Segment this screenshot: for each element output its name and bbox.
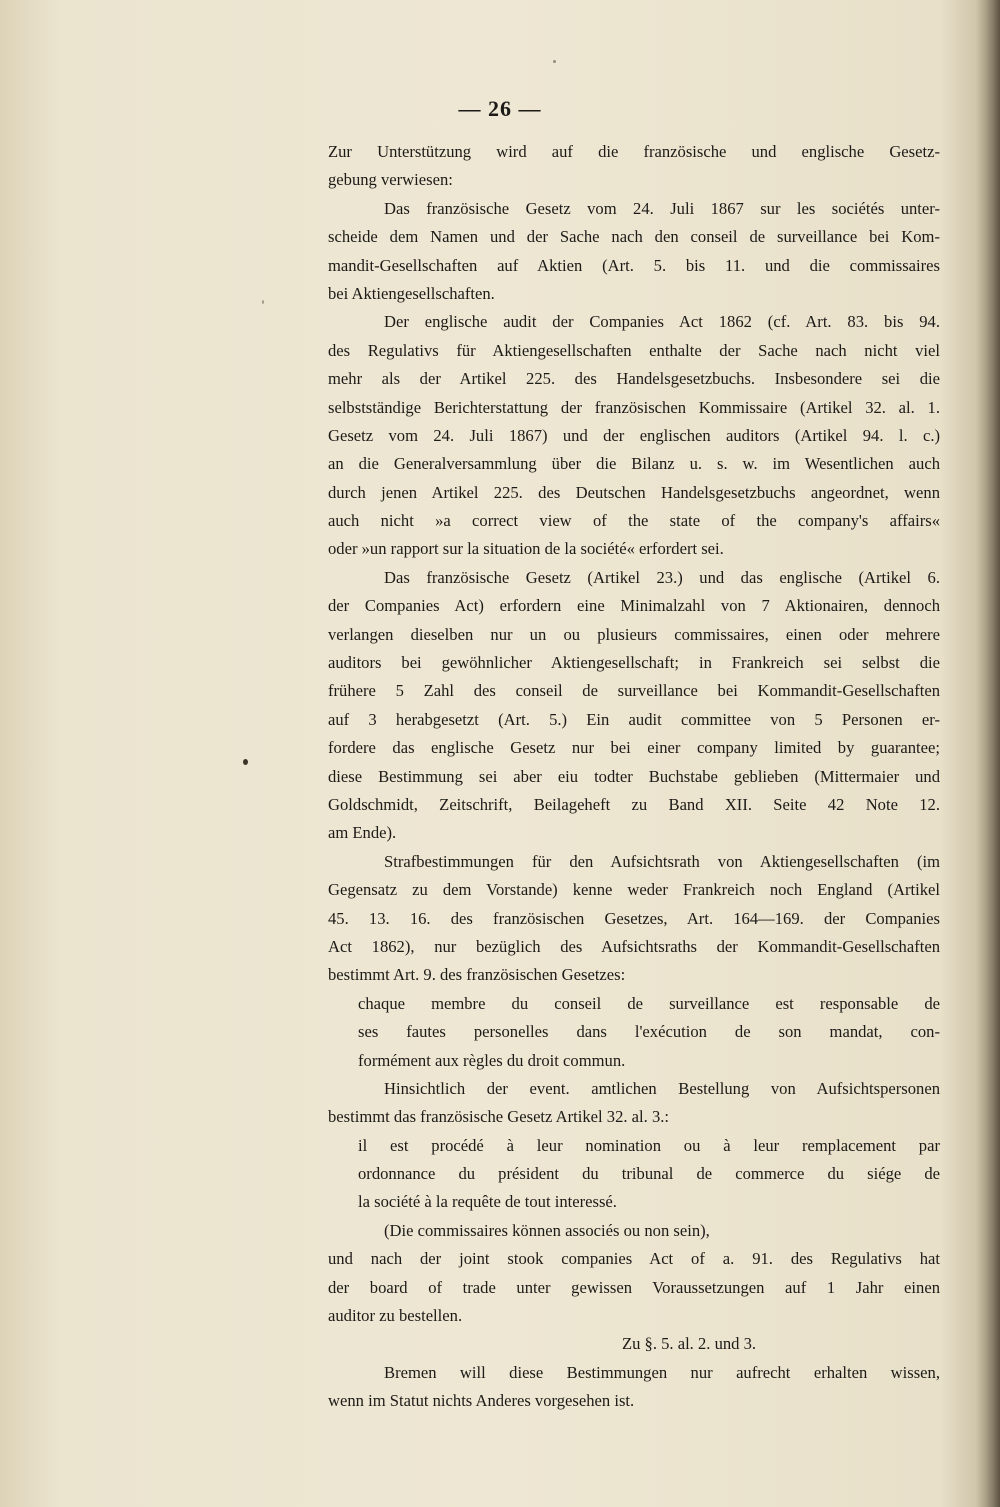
text-line: diese Bestimmung sei aber eiu todter Buchstabe geblieben (Mittermaier und: [328, 766, 940, 786]
text-line: chaque membre du conseil de surveillance est responsable de: [358, 993, 940, 1013]
ink-speck: [243, 759, 248, 765]
text-line: Goldschmidt, Zeitschrift, Beilageheft zu Band XII. Seite 42 Note 12.: [328, 794, 940, 814]
text-line: Der englische audit der Companies Act 1862 (cf. Art. 83. bis 94.: [384, 312, 940, 332]
text-line: ses fautes personelles dans l'exécution de son mandat, con-: [358, 1022, 940, 1042]
text-line: (Die commissaires können associés ou non sein),: [384, 1220, 710, 1240]
text-line: mandit-Gesellschaften auf Aktien (Art. 5. bis 11. und die commissaires: [328, 255, 940, 275]
text-line: gebung verwiesen:: [328, 170, 453, 190]
text-line: fordere das englische Gesetz nur bei einer company limited by guarantee;: [328, 738, 940, 758]
text-line: oder »un rapport sur la situation de la société« erfordert sei.: [328, 539, 724, 559]
text-line: 45. 13. 16. des französischen Gesetzes, Art. 164—169. der Companies: [328, 908, 940, 928]
text-line: la société à la requête de tout interessé.: [358, 1192, 617, 1212]
text-line: selbstständige Berichterstattung der französischen Kommissaire (Artikel 32. al. 1.: [328, 397, 940, 417]
text-line: Bremen will diese Bestimmungen nur aufrecht erhalten wissen,: [384, 1362, 940, 1382]
text-line: mehr als der Artikel 225. des Handelsgesetzbuchs. Insbesondere sei die: [328, 369, 940, 389]
text-line: Strafbestimmungen für den Aufsichtsrath von Aktiengesellschaften (im: [384, 851, 940, 871]
text-line: wenn im Statut nichts Anderes vorgesehen ist.: [328, 1391, 635, 1411]
text-line: bestimmt das französische Gesetz Artikel 32. al. 3.:: [328, 1107, 670, 1127]
text-line: Gegensatz zu dem Vorstande) kenne weder Frankreich noch England (Artikel: [328, 880, 940, 900]
ink-speck: [553, 60, 556, 63]
text-line: auf 3 herabgesetzt (Art. 5.) Ein audit committee von 5 Personen er-: [328, 709, 940, 729]
page-number: — 26 —: [458, 96, 542, 121]
text-line: Gesetz vom 24. Juli 1867) und der englischen auditors (Artikel 94. l. c.): [328, 425, 940, 445]
text-line: bestimmt Art. 9. des französischen Gesetzes:: [328, 965, 626, 985]
text-line: auditor zu bestellen.: [328, 1306, 463, 1326]
text-line: frühere 5 Zahl des conseil de surveillance bei Kommandit-Gesellschaften: [328, 681, 940, 701]
binding-shadow: [976, 0, 1000, 1507]
text-line: Das französische Gesetz (Artikel 23.) und das englische (Artikel 6.: [384, 567, 940, 587]
text-line: bei Aktiengesellschaften.: [328, 283, 495, 303]
body-text: [328, 138, 940, 1416]
text-line: auch nicht »a correct view of the state of the company's affairs«: [328, 511, 940, 531]
text-line: Das französische Gesetz vom 24. Juli 1867 sur les sociétés unter-: [384, 198, 940, 218]
text-line: scheide dem Namen und der Sache nach den conseil de surveillance bei Kom-: [328, 227, 940, 247]
text-line: auditors bei gewöhnlicher Aktiengesellschaft; in Frankreich sei selbst die: [328, 653, 940, 673]
text-line: durch jenen Artikel 225. des Deutschen Handelsgesetzbuchs angeordnet, wenn: [328, 482, 940, 502]
text-line: Act 1862), nur bezüglich des Aufsichtsraths der Kommandit-Gesellschaften: [328, 936, 940, 956]
text-line: verlangen dieselben nur un ou plusieurs commissaires, einen oder mehrere: [328, 624, 940, 644]
text-line: Hinsichtlich der event. amtlichen Bestellung von Aufsichtspersonen: [384, 1078, 940, 1098]
text-line: der Companies Act) erfordern eine Minimalzahl von 7 Aktionairen, dennoch: [328, 596, 940, 616]
text-line: und nach der joint stook companies Act of a. 91. des Regulativs hat: [328, 1249, 940, 1269]
text-line: des Regulativs für Aktiengesellschaften enthalte der Sache nach nicht viel: [328, 340, 940, 360]
text-line: il est procédé à leur nomination ou à leur remplacement par: [358, 1135, 940, 1155]
text-line: Zu §. 5. al. 2. und 3.: [621, 1334, 757, 1354]
text-line: ordonnance du président du tribunal de commerce du siége de: [358, 1164, 940, 1184]
text-line: Zur Unterstützung wird auf die französische und englische Gesetz-: [328, 142, 940, 161]
text-line: am Ende).: [328, 823, 397, 843]
ink-speck: [262, 300, 264, 304]
text-line: der board of trade unter gewissen Voraussetzungen auf 1 Jahr einen: [328, 1277, 940, 1297]
text-line: formément aux règles du droit commun.: [358, 1050, 626, 1070]
text-line: an die Generalversammlung über die Bilanz u. s. w. im Wesentlichen auch: [328, 454, 940, 474]
